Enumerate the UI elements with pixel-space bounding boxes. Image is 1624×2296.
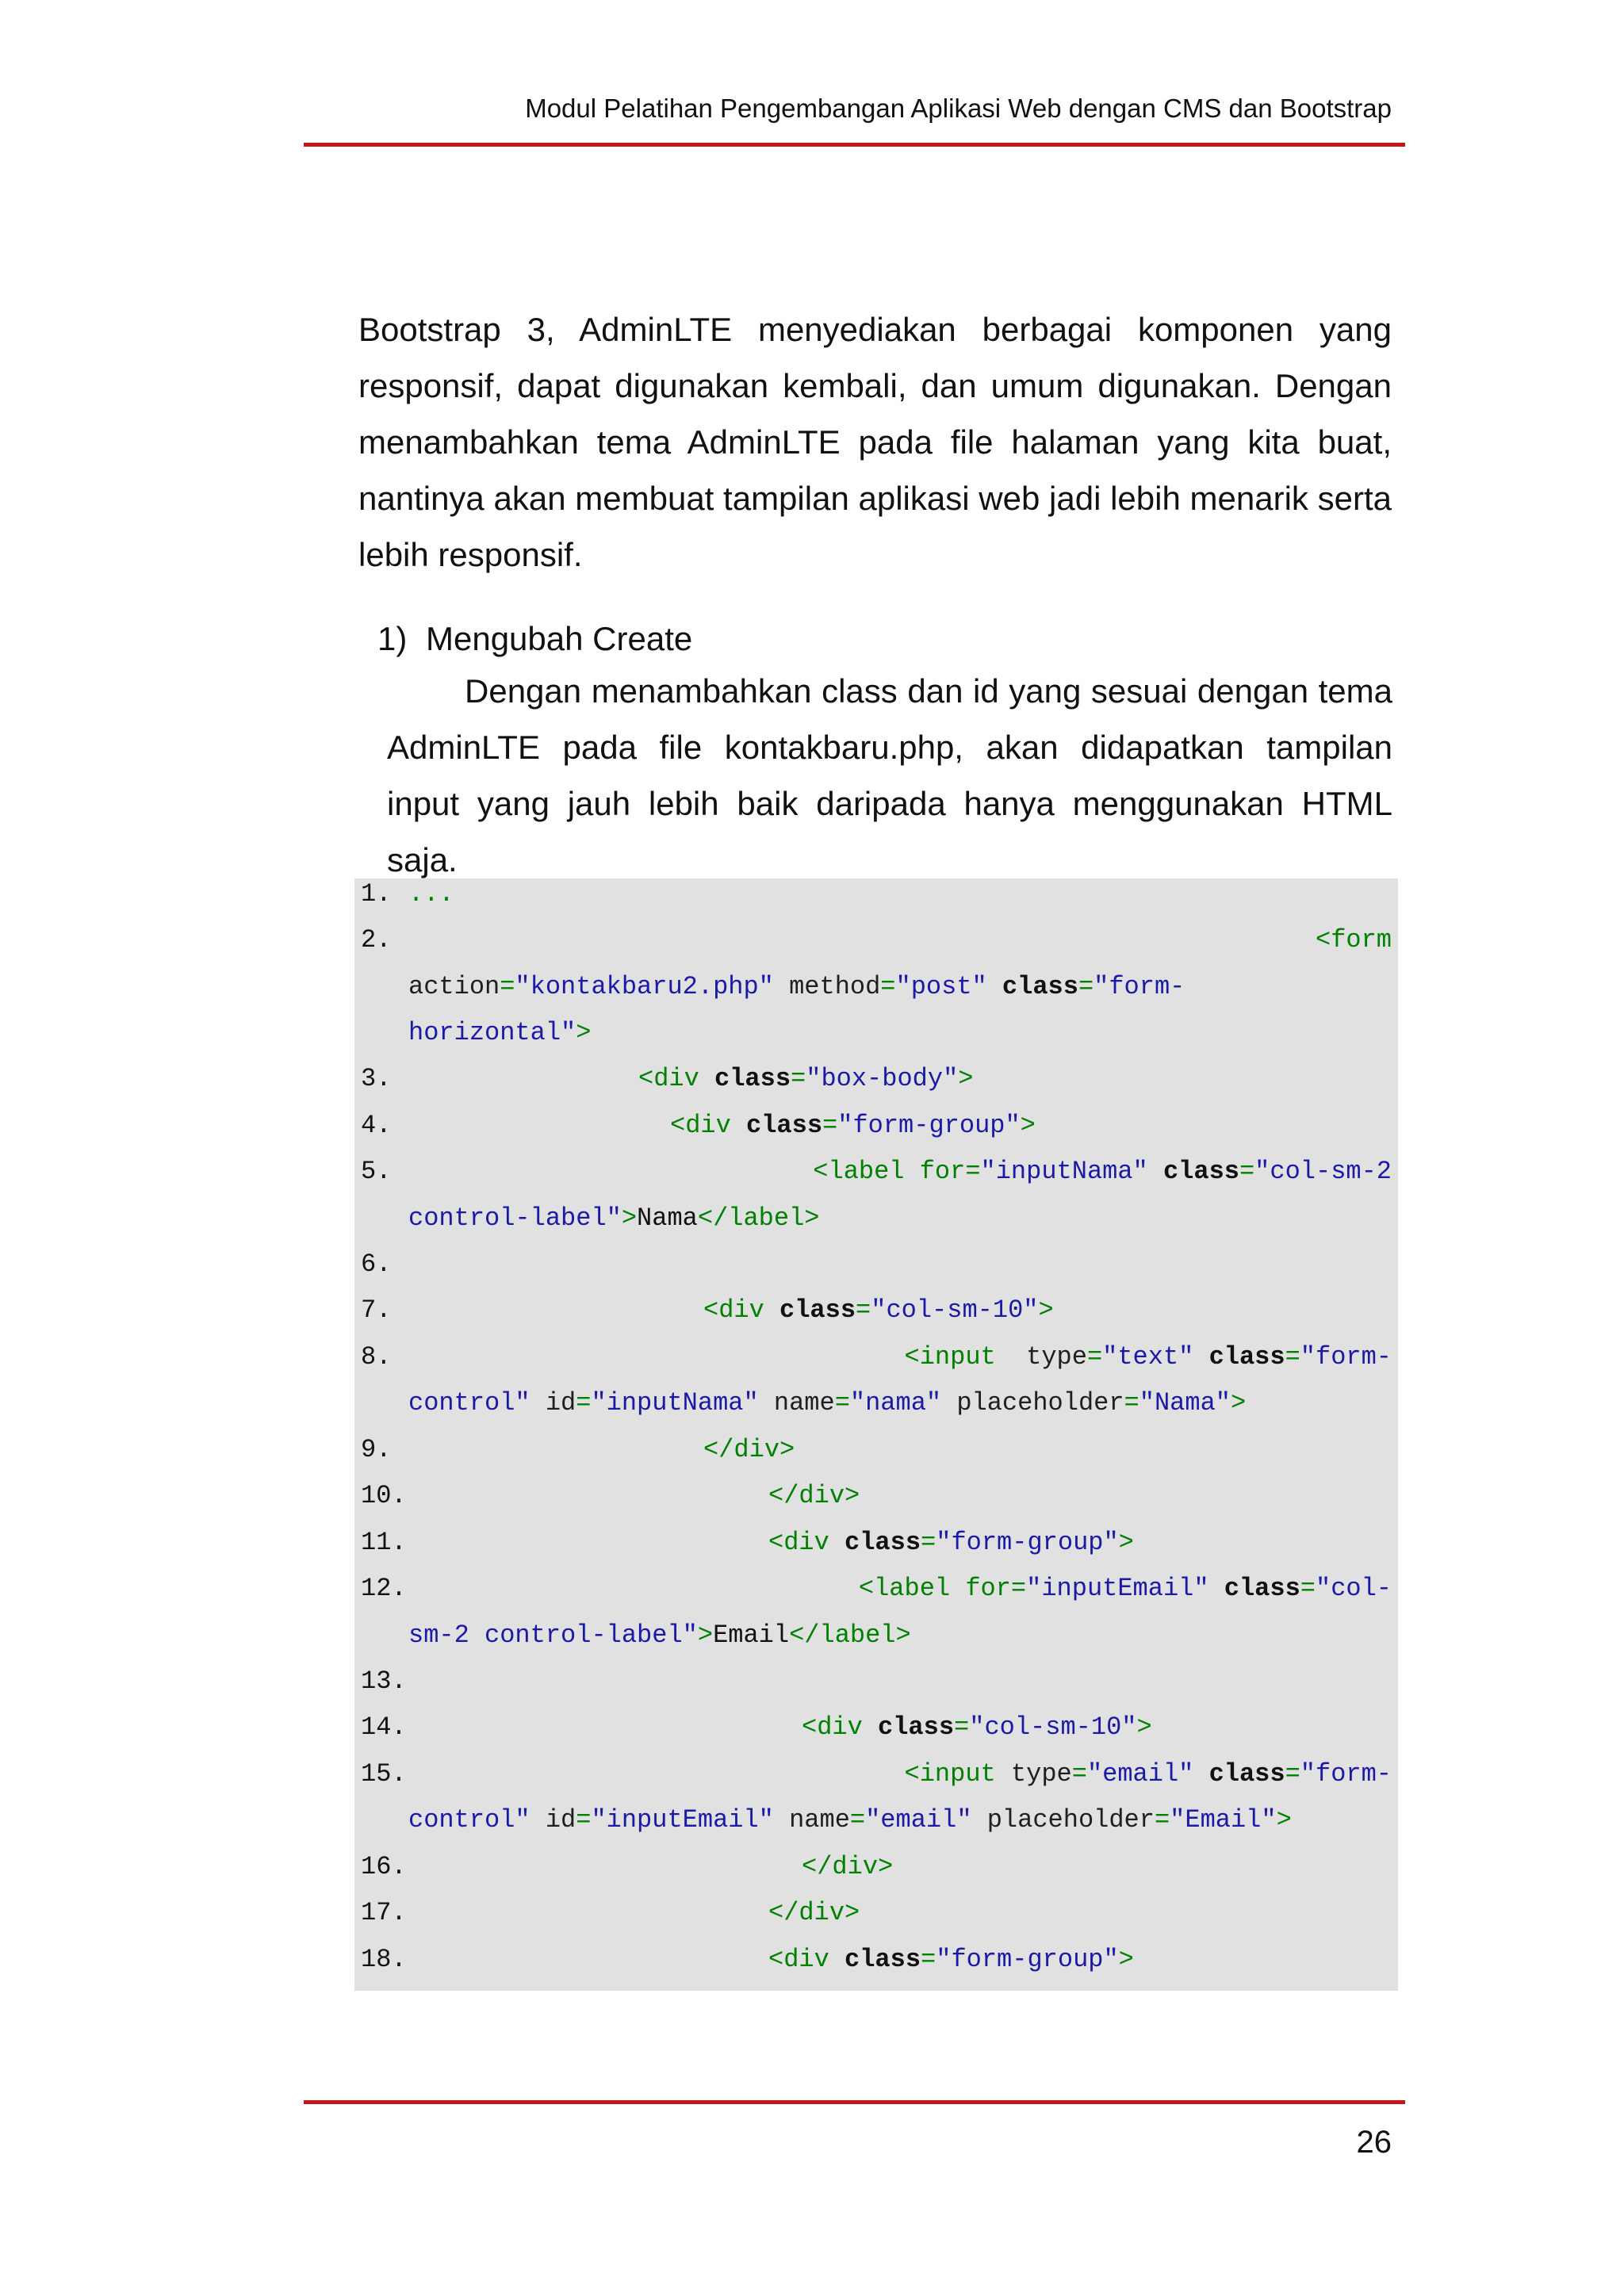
code-keyword: class — [714, 1064, 791, 1093]
code-tag: <input — [904, 1759, 996, 1789]
code-string: "email" — [865, 1805, 972, 1835]
code-string: "inputNama" — [980, 1157, 1148, 1186]
code-attr: id — [545, 1805, 576, 1835]
line-number: 8. — [361, 1342, 392, 1372]
code-continuation: horizontal"> — [408, 1018, 592, 1047]
line-number: 1. — [361, 879, 392, 909]
line-number: 4. — [361, 1111, 392, 1140]
code-keyword: class — [1224, 1574, 1300, 1603]
code-keyword: class — [1002, 972, 1078, 1001]
header-rule — [304, 143, 1405, 147]
code-string: "form-group" — [936, 1528, 1119, 1557]
running-header: Modul Pelatihan Pengembangan Aplikasi Web dengan CMS dan Bootstrap — [525, 94, 1392, 123]
code-string: control" — [408, 1805, 530, 1835]
code-continuation: action="kontakbaru2.php" method="post" class="form- — [408, 972, 1185, 1001]
code-line: 3. <div class="box-body"> — [361, 1056, 1392, 1102]
line-number: 16. — [361, 1852, 407, 1881]
code-attr: action — [408, 972, 500, 1001]
code-string: "email" — [1086, 1759, 1194, 1789]
code-string: "Nama" — [1139, 1388, 1231, 1418]
code-line — [361, 1890, 1392, 1936]
page-number: 26 — [1356, 2125, 1392, 2160]
line-number: 13. — [361, 1667, 407, 1696]
list-number: 1) — [377, 620, 408, 657]
code-keyword: class — [845, 1528, 921, 1557]
code-string: control" — [408, 1388, 530, 1418]
code-string: "post" — [895, 972, 987, 1001]
code-line — [361, 1473, 1392, 1519]
code-attr: name — [789, 1805, 850, 1835]
code-continuation: control-label">Nama</label> — [408, 1203, 820, 1233]
code-tag: <div — [670, 1111, 731, 1140]
code-line: 7. <div class="col-sm-10"> — [361, 1288, 1392, 1334]
code-tag: <label — [858, 1574, 951, 1603]
code-string: control-label" — [408, 1203, 622, 1233]
line-number: 12. — [361, 1574, 407, 1603]
code-keyword: class — [1208, 1342, 1285, 1372]
code-tag: </div> — [768, 1481, 860, 1510]
code-string: "inputEmail" — [1026, 1574, 1209, 1603]
line-number: 6. — [361, 1249, 392, 1279]
line-number: 2. — [361, 925, 392, 955]
list-item-heading — [377, 610, 692, 667]
code-continuation: control" id="inputEmail" name="email" placeholder="Email"> — [408, 1805, 1292, 1835]
code-line: 15. <input type="email" class="form- — [361, 1751, 1392, 1797]
code-string: "inputEmail" — [591, 1805, 774, 1835]
code-continuation: control" id="inputNama" name="nama" placeholder="Nama"> — [408, 1388, 1247, 1418]
code-text: Email — [713, 1621, 790, 1650]
code-line — [361, 1844, 1392, 1890]
code-keyword: class — [746, 1111, 823, 1140]
code-keyword: class — [1208, 1759, 1285, 1789]
code-keyword: class — [1162, 1157, 1239, 1186]
code-text: Nama — [637, 1203, 698, 1233]
code-keyword: class — [878, 1712, 955, 1742]
body-paragraph: Bootstrap 3, AdminLTE menyediakan berbagai komponen yang responsif, dapat digunakan kembali, dan umum digunakan. Dengan menambahkan tema AdminLTE pada file halaman yang kita buat, nantinya akan membuat tampilan aplikasi web jadi lebih menarik serta lebih responsif. — [358, 311, 1392, 573]
code-string: sm-2 control-label" — [408, 1621, 698, 1650]
code-attr: for — [919, 1157, 966, 1186]
code-tag: <label — [813, 1157, 905, 1186]
code-string: "form-group" — [837, 1111, 1021, 1140]
code-attr: placeholder — [956, 1388, 1124, 1418]
code-line — [361, 1242, 1392, 1288]
code-line — [361, 1659, 1392, 1705]
ellipsis: ... — [408, 879, 454, 909]
code-string: "box-body" — [806, 1064, 959, 1093]
code-line — [361, 871, 1392, 917]
code-keyword: class — [779, 1295, 856, 1325]
code-line — [361, 917, 1392, 963]
code-string: "nama" — [849, 1388, 942, 1418]
line-number: 18. — [361, 1945, 407, 1974]
line-number: 7. — [361, 1295, 392, 1325]
code-attr: for — [965, 1574, 1011, 1603]
code-string: "col-sm-10" — [871, 1295, 1039, 1325]
code-tag: <form — [1315, 925, 1392, 955]
footer-rule — [304, 2100, 1405, 2104]
code-line: 5. <label for="inputNama" class="col-sm-2 — [361, 1149, 1392, 1195]
list-title: Mengubah Create — [426, 620, 693, 657]
code-string: "form- — [1094, 972, 1185, 1001]
code-string: horizontal" — [408, 1018, 576, 1047]
code-line: 18. <div class="form-group"> — [361, 1937, 1392, 1983]
code-tag: <div — [703, 1295, 764, 1325]
code-string: "form- — [1300, 1759, 1392, 1789]
code-string: "col- — [1315, 1574, 1392, 1603]
code-line: 8. <input type="text" class="form- — [361, 1334, 1392, 1380]
line-number: 17. — [361, 1898, 407, 1927]
code-attr: type — [1026, 1342, 1087, 1372]
code-string: "kontakbaru2.php" — [515, 972, 774, 1001]
code-tag: <div — [802, 1712, 863, 1742]
code-string: "inputNama" — [591, 1388, 759, 1418]
list-paragraph: Dengan menambahkan class dan id yang sesuai dengan tema AdminLTE pada file kontakbaru.php, akan didapatkan tampilan input yang jauh lebih baik daripada hanya menggunakan HTML saja. — [387, 672, 1392, 878]
code-tag: </div> — [703, 1435, 795, 1464]
code-string: "form- — [1300, 1342, 1392, 1372]
code-string: "col-sm-10" — [969, 1712, 1137, 1742]
code-string: "Email" — [1170, 1805, 1277, 1835]
code-tag: </label> — [789, 1621, 911, 1650]
code-keyword: class — [845, 1945, 921, 1974]
line-number: 10. — [361, 1481, 407, 1510]
code-line: 12. <label for="inputEmail" class="col- — [361, 1566, 1392, 1612]
code-tag: <div — [638, 1064, 699, 1093]
code-attr: id — [545, 1388, 576, 1418]
code-tag: </div> — [802, 1852, 894, 1881]
code-line: 4. <div class="form-group"> — [361, 1103, 1392, 1149]
code-string: "col-sm-2 — [1254, 1157, 1392, 1186]
line-number: 5. — [361, 1157, 392, 1186]
code-tag: <div — [768, 1945, 829, 1974]
code-attr: name — [773, 1388, 835, 1418]
code-attr: method — [789, 972, 881, 1001]
line-number: 14. — [361, 1712, 407, 1742]
code-continuation: sm-2 control-label">Email</label> — [408, 1621, 911, 1650]
line-number: 3. — [361, 1064, 392, 1093]
code-string: "form-group" — [936, 1945, 1119, 1974]
code-line — [361, 1427, 1392, 1473]
line-number: 11. — [361, 1528, 407, 1557]
code-attr: type — [1010, 1759, 1072, 1789]
code-line: 14. <div class="col-sm-10"> — [361, 1705, 1392, 1751]
code-tag: <div — [768, 1528, 829, 1557]
code-tag: <input — [904, 1342, 996, 1372]
code-string: "text" — [1102, 1342, 1194, 1372]
line-number: 9. — [361, 1435, 392, 1464]
code-tag: </div> — [768, 1898, 860, 1927]
code-line: 11. <div class="form-group"> — [361, 1520, 1392, 1566]
line-number: 15. — [361, 1759, 407, 1789]
code-attr: placeholder — [986, 1805, 1155, 1835]
code-tag: </label> — [697, 1203, 820, 1233]
